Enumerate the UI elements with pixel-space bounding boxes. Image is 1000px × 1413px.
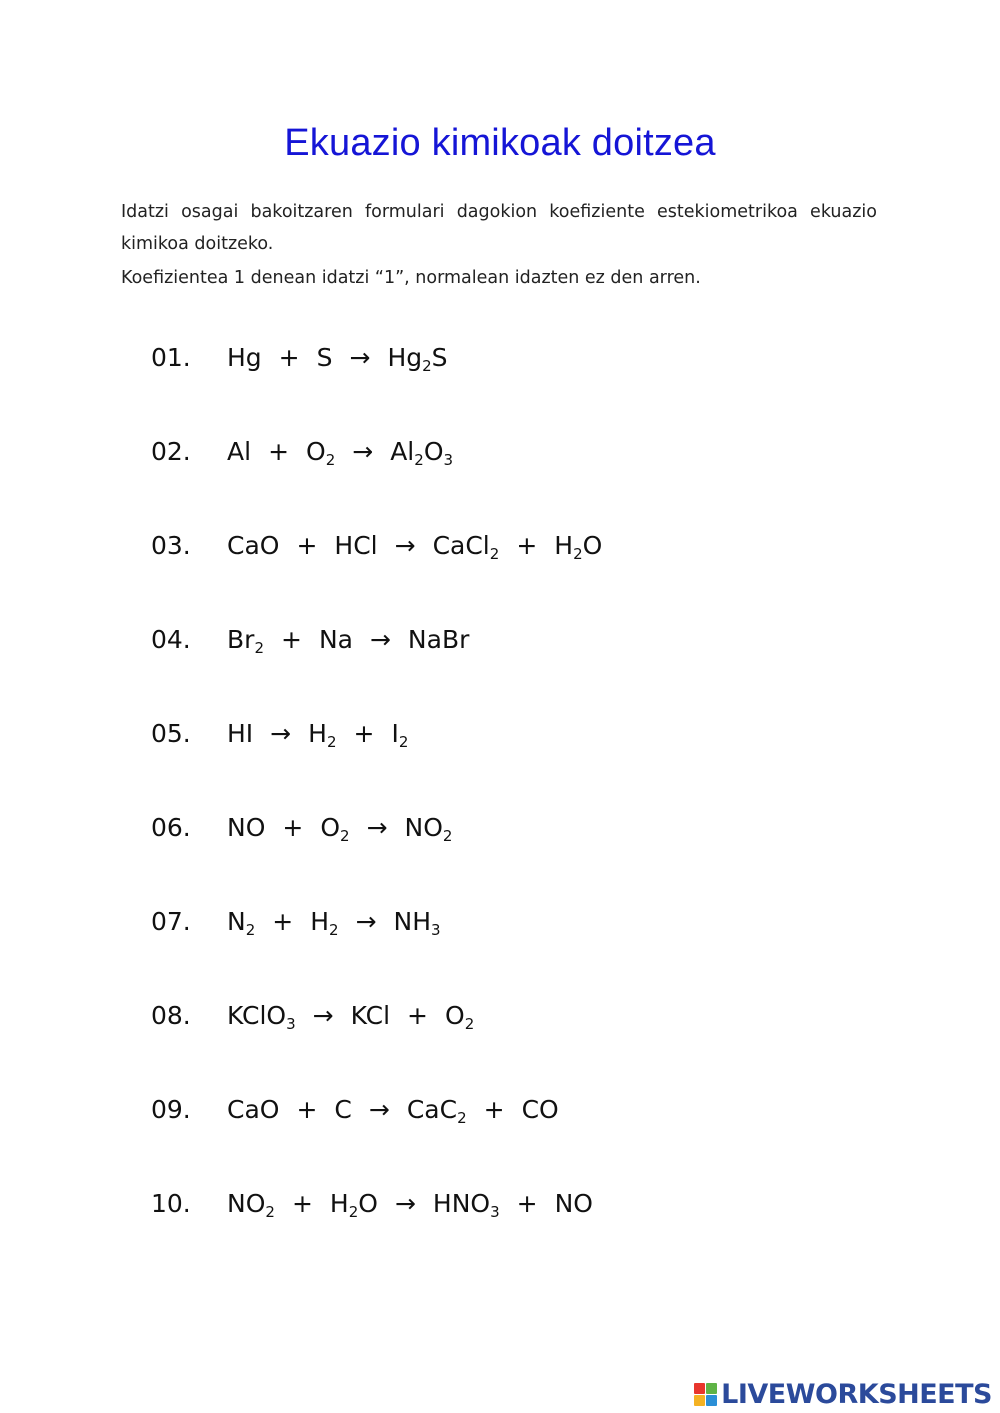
equation-row [151, 1189, 593, 1229]
equation-row [151, 531, 602, 571]
equation-number: 02. [151, 437, 191, 466]
product-formula: $O_2$ [445, 1001, 475, 1033]
plus-sign: + [282, 813, 304, 842]
instruction-note: Koefizientea 1 denean idatzi “1”, normalean idazten ez den arren. [121, 268, 701, 288]
equation-number: 06. [151, 813, 191, 842]
product-formula: CaC$_2$ [406, 1095, 467, 1127]
product-formula: NO [554, 1189, 593, 1218]
product-formula: CO [521, 1095, 559, 1124]
logo-square [706, 1383, 717, 1394]
reactant-formula: CaO [227, 531, 280, 560]
product-formula: NaBr [407, 625, 470, 654]
equation-number: 08. [151, 1001, 191, 1030]
reaction-arrow: → [368, 1095, 390, 1124]
reaction-arrow: → [369, 625, 391, 654]
equation-number: 10. [151, 1189, 191, 1218]
reactant-formula: $O_2$ [320, 813, 350, 845]
plus-sign: + [278, 343, 300, 372]
reactant-formula: HI [227, 719, 254, 748]
worksheet-title: Ekuazio kimikoak doitzea [284, 122, 716, 164]
liveworksheets-logo [694, 1376, 992, 1412]
reaction-arrow: → [355, 907, 377, 936]
reactant-formula: C [334, 1095, 352, 1124]
equation-number: 07. [151, 907, 191, 936]
product-formula: $H_2O$ [554, 531, 603, 563]
reactant-formula: $H_2O$ [329, 1189, 378, 1221]
product-formula: $Hg_2S$ [387, 343, 448, 375]
reaction-arrow: → [394, 1189, 416, 1218]
product-formula: KCl [350, 1001, 391, 1030]
reaction-arrow: → [352, 437, 374, 466]
equation-number: 04. [151, 625, 191, 654]
equation-number: 05. [151, 719, 191, 748]
reactant-formula: Al [227, 437, 252, 466]
logo-text: LIVEWORKSHEETS [721, 1378, 992, 1410]
reactant-formula: KClO$_3$ [227, 1001, 296, 1033]
equation-row [151, 813, 452, 853]
reactant-formula: $H_2$ [310, 907, 339, 939]
reactant-formula: HCl [334, 531, 378, 560]
reactant-formula: NO [227, 813, 266, 842]
product-formula: $NH_3$ [393, 907, 441, 939]
reactant-formula: S [316, 343, 333, 372]
plus-sign: + [272, 907, 294, 936]
logo-mark-icon [694, 1383, 717, 1406]
equation-row [151, 1095, 559, 1135]
equation-row [151, 1001, 474, 1041]
reactant-formula: CaO [227, 1095, 280, 1124]
reaction-arrow: → [270, 719, 292, 748]
plus-sign: + [516, 531, 538, 560]
reactant-formula: Na [318, 625, 353, 654]
reaction-arrow: → [349, 343, 371, 372]
plus-sign: + [516, 1189, 538, 1218]
logo-square [694, 1395, 705, 1406]
reactant-formula: $O_2$ [306, 437, 336, 469]
plus-sign: + [296, 531, 318, 560]
product-formula: $H_2$ [308, 719, 337, 751]
plus-sign: + [483, 1095, 505, 1124]
reactant-formula: $Br_2$ [227, 625, 264, 657]
equation-row [151, 907, 441, 947]
equation-number: 01. [151, 343, 191, 372]
product-formula: $I_2$ [391, 719, 409, 751]
reaction-arrow: → [312, 1001, 334, 1030]
product-formula: $HNO_3$ [432, 1189, 500, 1221]
reaction-arrow: → [394, 531, 416, 560]
product-formula: $Al_2O_3$ [390, 437, 454, 469]
reactant-formula: Hg [227, 343, 262, 372]
logo-square [694, 1383, 705, 1394]
plus-sign: + [291, 1189, 313, 1218]
reactant-formula: $N_2$ [227, 907, 256, 939]
reaction-arrow: → [366, 813, 388, 842]
equation-row [151, 343, 448, 383]
reactant-formula: $NO_2$ [227, 1189, 275, 1221]
plus-sign: + [353, 719, 375, 748]
plus-sign: + [296, 1095, 318, 1124]
equation-number: 03. [151, 531, 191, 560]
equation-row [151, 719, 408, 759]
plus-sign: + [280, 625, 302, 654]
product-formula: $NO_2$ [404, 813, 453, 845]
equation-number: 09. [151, 1095, 191, 1124]
plus-sign: + [407, 1001, 428, 1030]
equation-row [151, 437, 453, 477]
instruction-paragraph: Idatzi osagai bakoitzaren formulari dagokion koefiziente estekiometrikoa ekuazio kimikoa doitzeko. [121, 202, 877, 254]
plus-sign: + [268, 437, 290, 466]
equation-row [151, 625, 469, 665]
logo-square [706, 1395, 717, 1406]
product-formula: CaCl$_2$ [432, 531, 500, 563]
